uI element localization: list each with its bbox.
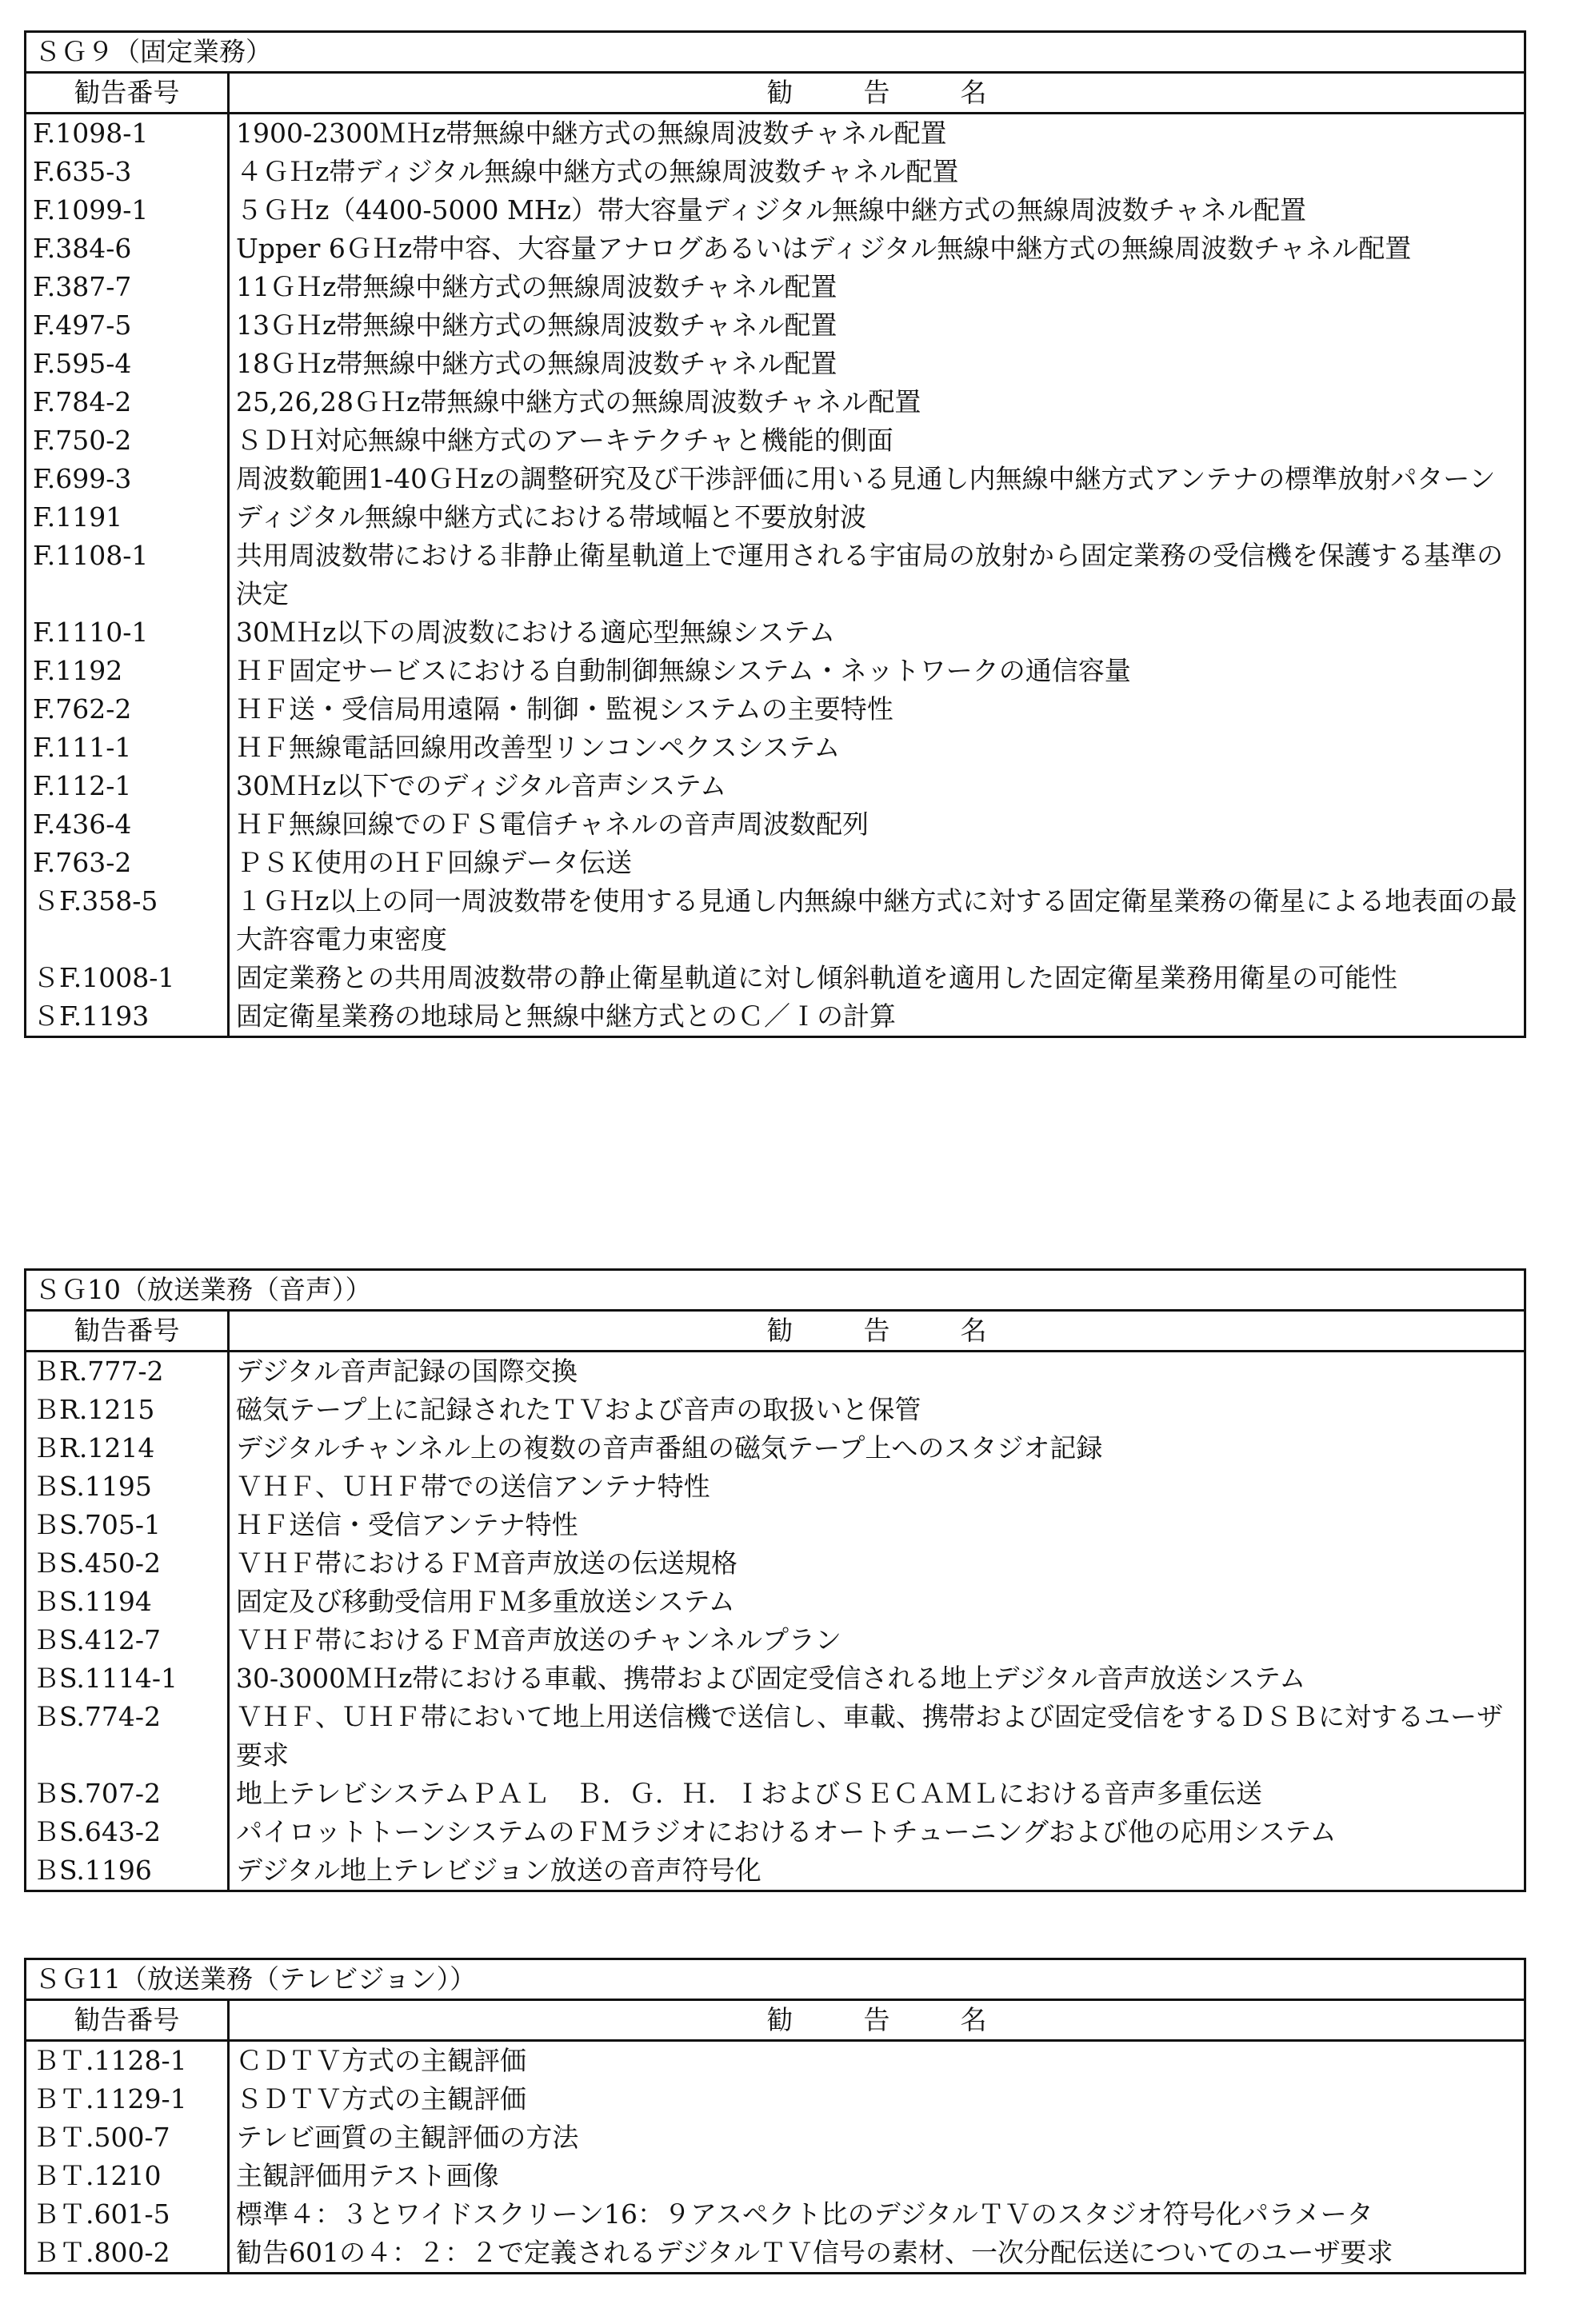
table-row <box>26 191 1525 230</box>
sg11-rows <box>26 2041 1525 2274</box>
recommendation-code: ＢＴ.1129-1 <box>26 2080 229 2118</box>
recommendation-code: F.763-2 <box>26 844 229 882</box>
recommendation-code: ＢS.643-2 <box>26 1813 229 1851</box>
recommendation-name: ＨＦ送・受信局用遠隔・制御・監視システムの主要特性 <box>229 690 1525 729</box>
recommendation-name: ＶＨＦ帯におけるＦＭ音声放送の伝送規格 <box>229 1544 1525 1583</box>
sg9-table <box>24 30 1526 1038</box>
table-row <box>26 1775 1525 1813</box>
recommendation-code: F.497-5 <box>26 306 229 345</box>
recommendation-code: F.750-2 <box>26 421 229 460</box>
sg10-table <box>24 1268 1526 1892</box>
recommendation-name: ＨＦ無線回線でのＦＳ電信チャネルの音声周波数配列 <box>229 805 1525 844</box>
recommendation-code: ＢS.412-7 <box>26 1621 229 1659</box>
recommendation-name: ＣＤＴＶ方式の主観評価 <box>229 2041 1525 2081</box>
recommendation-name: ５ＧＨz（4400-5000 MHz）帯大容量ディジタル無線中継方式の無線周波数チャネル配置 <box>229 191 1525 230</box>
recommendation-name: ＶＨＦ、ＵＨＦ帯での送信アンテナ特性 <box>229 1467 1525 1506</box>
recommendation-code: ＢＴ.500-7 <box>26 2118 229 2157</box>
recommendation-code: ＢS.1194 <box>26 1583 229 1621</box>
table-row <box>26 805 1525 844</box>
recommendation-name: 主観評価用テスト画像 <box>229 2157 1525 2195</box>
table-row <box>26 690 1525 729</box>
recommendation-code: F.595-4 <box>26 345 229 383</box>
recommendation-code: ＢＴ.800-2 <box>26 2234 229 2274</box>
recommendation-code: ＢＴ.1128-1 <box>26 2041 229 2081</box>
recommendation-name: 13ＧＨz帯無線中継方式の無線周波数チャネル配置 <box>229 306 1525 345</box>
table-row <box>26 652 1525 690</box>
recommendation-code: F.1192 <box>26 652 229 690</box>
recommendation-code: F.112-1 <box>26 767 229 805</box>
recommendation-code: ＢS.1196 <box>26 1851 229 1891</box>
recommendation-name: パイロットトーンシステムのＦＭラジオにおけるオートチューニングおよび他の応用システム <box>229 1813 1525 1851</box>
recommendation-name: ＰＳＫ使用のＨＦ回線データ伝送 <box>229 844 1525 882</box>
recommendation-code: F.762-2 <box>26 690 229 729</box>
recommendation-name: ４ＧＨz帯ディジタル無線中継方式の無線周波数チャネル配置 <box>229 153 1525 191</box>
recommendation-code: ＢＴ.601-5 <box>26 2195 229 2234</box>
recommendation-name: 固定衛星業務の地球局と無線中継方式とのＣ／Ｉの計算 <box>229 997 1525 1037</box>
recommendation-name: 1900-2300ＭＨz帯無線中継方式の無線周波数チャネル配置 <box>229 114 1525 154</box>
table-row <box>26 1659 1525 1698</box>
table-row <box>26 383 1525 421</box>
recommendation-name: ディジタル無線中継方式における帯域幅と不要放射波 <box>229 498 1525 537</box>
recommendation-code: ＳF.1008-1 <box>26 959 229 997</box>
table-row <box>26 997 1525 1037</box>
table-row <box>26 959 1525 997</box>
recommendation-name: デジタル音声記録の国際交換 <box>229 1352 1525 1392</box>
table-row <box>26 1698 1525 1775</box>
section-title: ＳＧ11（放送業務（テレビジョン）） <box>26 1959 1525 2000</box>
table-row <box>26 230 1525 268</box>
table-row <box>26 268 1525 306</box>
table-row <box>26 421 1525 460</box>
table-row <box>26 2234 1525 2274</box>
table-row <box>26 1467 1525 1506</box>
table-row <box>26 1391 1525 1429</box>
recommendation-name: Upper 6ＧＨz帯中容、大容量アナログあるいはディジタル無線中継方式の無線周波数チャネル配置 <box>229 230 1525 268</box>
recommendation-code: ＢR.1215 <box>26 1391 229 1429</box>
table-row <box>26 345 1525 383</box>
recommendation-code: ＢS.774-2 <box>26 1698 229 1775</box>
section-title: ＳＧ10（放送業務（音声）） <box>26 1270 1525 1311</box>
recommendation-code: ＢR.1214 <box>26 1429 229 1467</box>
recommendation-name: 11ＧＨz帯無線中継方式の無線周波数チャネル配置 <box>229 268 1525 306</box>
recommendation-code: ＢR.777-2 <box>26 1352 229 1392</box>
table-row <box>26 153 1525 191</box>
table-row <box>26 2080 1525 2118</box>
recommendation-code: F.1110-1 <box>26 613 229 652</box>
recommendation-name: 30ＭＨz以下の周波数における適応型無線システム <box>229 613 1525 652</box>
recommendation-name: ＨＦ送信・受信アンテナ特性 <box>229 1506 1525 1544</box>
recommendation-name: 地上テレビシステムＰＡＬ Ｂ．Ｇ．Ｈ．ＩおよびＳＥＣＡＭＬにおける音声多重伝送 <box>229 1775 1525 1813</box>
table-row <box>26 1544 1525 1583</box>
column-header-name: 勧 告 名 <box>229 1311 1525 1352</box>
column-header-code: 勧告番号 <box>26 2000 229 2041</box>
table-row <box>26 2041 1525 2081</box>
table-row <box>26 1352 1525 1392</box>
recommendation-code: F.784-2 <box>26 383 229 421</box>
table-row <box>26 1506 1525 1544</box>
table-row <box>26 613 1525 652</box>
recommendation-code: ＳF.1193 <box>26 997 229 1037</box>
recommendation-name: ＨＦ無線電話回線用改善型リンコンペクスシステム <box>229 729 1525 767</box>
recommendation-name: ＶＨＦ帯におけるＦＭ音声放送のチャンネルプラン <box>229 1621 1525 1659</box>
recommendation-code: ＢＴ.1210 <box>26 2157 229 2195</box>
recommendation-code: F.699-3 <box>26 460 229 498</box>
table-row <box>26 306 1525 345</box>
table-row <box>26 537 1525 613</box>
table-row <box>26 1429 1525 1467</box>
recommendation-code: F.635-3 <box>26 153 229 191</box>
recommendation-name: 18ＧＨz帯無線中継方式の無線周波数チャネル配置 <box>229 345 1525 383</box>
recommendation-code: ＢS.1114-1 <box>26 1659 229 1698</box>
recommendation-code: F.384-6 <box>26 230 229 268</box>
recommendation-code: F.436-4 <box>26 805 229 844</box>
table-row <box>26 729 1525 767</box>
recommendation-code: ＢS.705-1 <box>26 1506 229 1544</box>
recommendation-name: 磁気テープ上に記録されたＴＶおよび音声の取扱いと保管 <box>229 1391 1525 1429</box>
recommendation-code: F.1191 <box>26 498 229 537</box>
sg11-table <box>24 1958 1526 2274</box>
table-row <box>26 1851 1525 1891</box>
recommendation-name: 共用周波数帯における非静止衛星軌道上で運用される宇宙局の放射から固定業務の受信機を保護する基準の決定 <box>229 537 1525 613</box>
recommendation-name: ＳＤＴＶ方式の主観評価 <box>229 2080 1525 2118</box>
recommendation-name: １ＧＨz以上の同一周波数帯を使用する見通し内無線中継方式に対する固定衛星業務の衛星による地表面の最大許容電力束密度 <box>229 882 1525 959</box>
table-row <box>26 460 1525 498</box>
recommendation-name: 標準４：３とワイドスクリーン16：９アスペクト比のデジタルＴＶのスタジオ符号化パラメータ <box>229 2195 1525 2234</box>
table-row <box>26 767 1525 805</box>
recommendation-code: F.111-1 <box>26 729 229 767</box>
recommendation-code: ＳF.358-5 <box>26 882 229 959</box>
recommendation-code: ＢS.450-2 <box>26 1544 229 1583</box>
sg9-rows <box>26 114 1525 1037</box>
recommendation-code: ＢS.707-2 <box>26 1775 229 1813</box>
recommendation-name: 25,26,28ＧＨz帯無線中継方式の無線周波数チャネル配置 <box>229 383 1525 421</box>
column-header-name: 勧 告 名 <box>229 2000 1525 2041</box>
recommendation-name: ＶＨＦ、ＵＨＦ帯において地上用送信機で送信し、車載、携帯および固定受信をするＤＳＢに対するユーザ要求 <box>229 1698 1525 1775</box>
table-row <box>26 2118 1525 2157</box>
recommendation-name: ＨＦ固定サービスにおける自動制御無線システム・ネットワークの通信容量 <box>229 652 1525 690</box>
column-header-code: 勧告番号 <box>26 1311 229 1352</box>
column-header-code: 勧告番号 <box>26 73 229 114</box>
recommendation-name: デジタル地上テレビジョン放送の音声符号化 <box>229 1851 1525 1891</box>
table-row <box>26 114 1525 154</box>
recommendation-code: ＢS.1195 <box>26 1467 229 1506</box>
recommendation-name: デジタルチャンネル上の複数の音声番組の磁気テープ上へのスタジオ記録 <box>229 1429 1525 1467</box>
table-row <box>26 2195 1525 2234</box>
table-row <box>26 498 1525 537</box>
recommendation-name: 30-3000ＭＨz帯における車載、携帯および固定受信される地上デジタル音声放送システム <box>229 1659 1525 1698</box>
table-row <box>26 844 1525 882</box>
recommendation-name: 勧告601の４：２：２で定義されるデジタルＴＶ信号の素材、一次分配伝送についてのユーザ要求 <box>229 2234 1525 2274</box>
recommendation-code: F.1108-1 <box>26 537 229 613</box>
table-row <box>26 1583 1525 1621</box>
recommendation-name: 固定及び移動受信用ＦＭ多重放送システム <box>229 1583 1525 1621</box>
table-row <box>26 882 1525 959</box>
recommendation-name: 30ＭＨz以下でのディジタル音声システム <box>229 767 1525 805</box>
section-title: ＳＧ９（固定業務） <box>26 32 1525 73</box>
table-row <box>26 2157 1525 2195</box>
recommendation-code: F.1098-1 <box>26 114 229 154</box>
table-row <box>26 1813 1525 1851</box>
sg10-rows <box>26 1352 1525 1891</box>
recommendation-code: F.1099-1 <box>26 191 229 230</box>
recommendation-name: テレビ画質の主観評価の方法 <box>229 2118 1525 2157</box>
column-header-name: 勧 告 名 <box>229 73 1525 114</box>
recommendation-name: 周波数範囲1-40ＧＨzの調整研究及び干渉評価に用いる見通し内無線中継方式アンテナの標準放射パターン <box>229 460 1525 498</box>
recommendation-code: F.387-7 <box>26 268 229 306</box>
recommendation-name: 固定業務との共用周波数帯の静止衛星軌道に対し傾斜軌道を適用した固定衛星業務用衛星の可能性 <box>229 959 1525 997</box>
recommendation-name: ＳＤＨ対応無線中継方式のアーキテクチャと機能的側面 <box>229 421 1525 460</box>
table-row <box>26 1621 1525 1659</box>
